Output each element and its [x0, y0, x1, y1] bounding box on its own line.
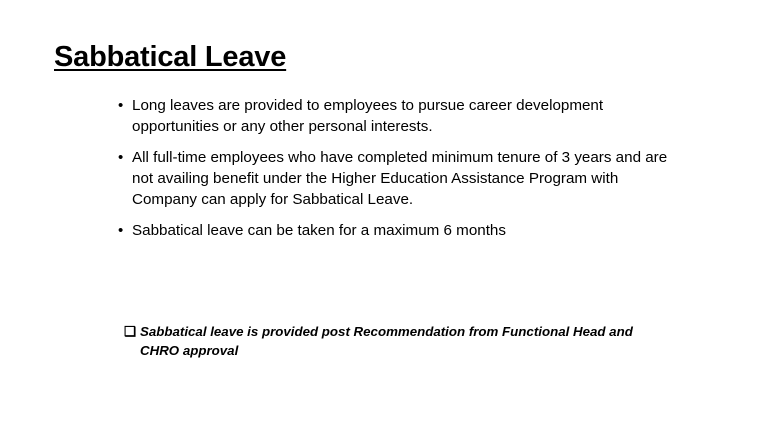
note-bullet-icon: ❑: [124, 324, 136, 339]
list-item: [118, 148, 678, 210]
bullet-list: [118, 96, 678, 253]
page-title: Sabbatical Leave: [54, 41, 287, 73]
list-item: [118, 221, 678, 242]
bullet-icon: •: [118, 222, 124, 240]
bullet-icon: •: [118, 149, 124, 167]
list-item-text: All full-time employees who have completed minimum tenure of 3 years and are not availing benefit under the Higher Education Assistance Program with Company can apply for Sabbatical Leave.: [132, 149, 668, 208]
list-item-text: Long leaves are provided to employees to pursue career development opportunities or any other personal interests.: [132, 97, 604, 135]
bullet-icon: •: [118, 97, 124, 114]
note-block: [124, 322, 664, 361]
note-text: Sabbatical leave is provided post Recommendation from Functional Head and CHRO approval: [140, 324, 633, 359]
list-item: [118, 96, 678, 137]
list-item-text: Sabbatical leave can be taken for a maximum 6 months: [132, 222, 506, 240]
